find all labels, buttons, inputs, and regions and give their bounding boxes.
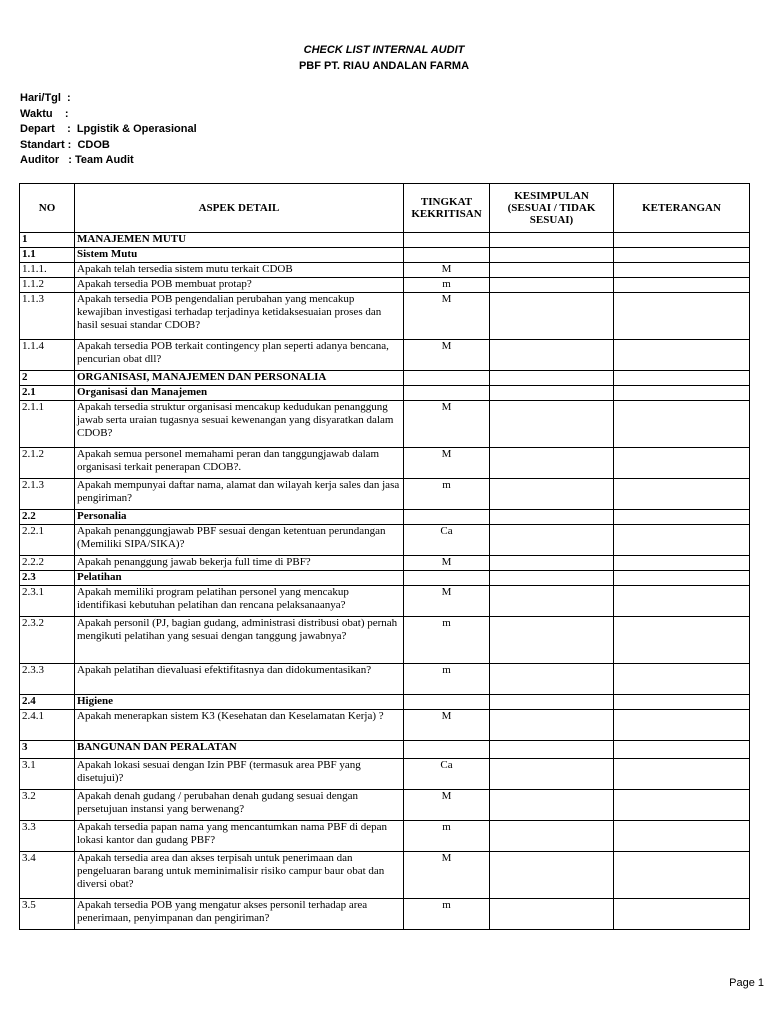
item-kesimpulan [490,340,614,371]
item-keterangan [614,448,750,479]
col-no-header: NO [20,184,75,233]
item-tingkat: M [404,448,490,479]
item-tingkat: M [404,586,490,617]
section-row [20,695,750,710]
item-number: 2.1.1 [20,401,75,448]
item-keterangan [614,371,750,386]
item-tingkat: m [404,899,490,930]
item-kesimpulan [490,386,614,401]
item-tingkat [404,386,490,401]
item-keterangan [614,386,750,401]
table-row [20,710,750,741]
page-number: Page 1 [729,977,764,989]
item-keterangan [614,664,750,695]
table-header-row [20,184,750,233]
item-tingkat: M [404,263,490,278]
audit-meta [20,91,197,169]
item-number: 1 [20,233,75,248]
item-keterangan [614,821,750,852]
item-tingkat: M [404,790,490,821]
item-number: 3.5 [20,899,75,930]
item-kesimpulan [490,790,614,821]
table-row [20,899,750,930]
item-aspek: Apakah lokasi sesuai dengan Izin PBF (termasuk area PBF yang disetujui)? [75,759,404,790]
item-tingkat [404,571,490,586]
item-aspek: Apakah tersedia POB membuat protap? [75,278,404,293]
item-tingkat: m [404,278,490,293]
item-tingkat: m [404,479,490,510]
item-kesimpulan [490,571,614,586]
item-keterangan [614,741,750,759]
item-keterangan [614,479,750,510]
table-row [20,525,750,556]
item-kesimpulan [490,664,614,695]
table-row [20,759,750,790]
item-aspek: Apakah tersedia POB yang mengatur akses personil terhadap area penerimaan, penyimpanan dan pengiriman? [75,899,404,930]
item-number: 3.1 [20,759,75,790]
item-number: 2.1 [20,386,75,401]
item-tingkat: m [404,664,490,695]
meta-standard: Standart : CDOB [20,138,110,151]
item-keterangan [614,510,750,525]
item-aspek: Personalia [75,510,404,525]
item-number: 2.3 [20,571,75,586]
item-keterangan [614,710,750,741]
table-row [20,617,750,664]
col-tingkat-header: TINGKAT KEKRITISAN [404,184,490,233]
item-kesimpulan [490,556,614,571]
item-kesimpulan [490,586,614,617]
item-aspek: Higiene [75,695,404,710]
item-aspek: Apakah tersedia POB pengendalian perubahan yang mencakup kewajiban investigasi terhadap terjadinya ketidaksesuaian proses dan hasil sesuai standar CDOB? [75,293,404,340]
item-aspek: Apakah tersedia papan nama yang mencantumkan nama PBF di depan lokasi kantor dan gudang PBF? [75,821,404,852]
document-title: CHECK LIST INTERNAL AUDIT [303,44,465,56]
item-number: 3.2 [20,790,75,821]
table-row [20,401,750,448]
item-number: 1.1 [20,248,75,263]
item-number: 2.3.1 [20,586,75,617]
item-tingkat: M [404,710,490,741]
meta-time: Waktu : [20,107,69,120]
item-aspek: Apakah denah gudang / perubahan denah gudang sesuai dengan persetujuan instansi yang berwenang? [75,790,404,821]
item-tingkat: Ca [404,759,490,790]
item-kesimpulan [490,233,614,248]
item-number: 2.4.1 [20,710,75,741]
audit-checklist-table [19,183,750,930]
col-kesimpulan-header: KESIMPULAN (SESUAI / TIDAK SESUAI) [490,184,614,233]
item-number: 1.1.3 [20,293,75,340]
item-kesimpulan [490,401,614,448]
item-number: 1.1.2 [20,278,75,293]
item-tingkat [404,741,490,759]
item-aspek: MANAJEMEN MUTU [75,233,404,248]
item-kesimpulan [490,899,614,930]
item-number: 1.1.1. [20,263,75,278]
table-row [20,586,750,617]
table-row [20,448,750,479]
item-aspek: BANGUNAN DAN PERALATAN [75,741,404,759]
item-aspek: Apakah menerapkan sistem K3 (Kesehatan dan Keselamatan Kerja) ? [75,710,404,741]
item-keterangan [614,617,750,664]
item-number: 2.3.2 [20,617,75,664]
item-keterangan [614,293,750,340]
table-row [20,556,750,571]
item-keterangan [614,759,750,790]
table-row [20,664,750,695]
table-row [20,278,750,293]
item-keterangan [614,586,750,617]
col-aspek-header: ASPEK DETAIL [75,184,404,233]
section-row [20,510,750,525]
item-kesimpulan [490,821,614,852]
item-aspek: Apakah pelatihan dievaluasi efektifitasnya dan didokumentasikan? [75,664,404,695]
item-number: 1.1.4 [20,340,75,371]
meta-date: Hari/Tgl : [20,92,71,104]
item-number: 3.4 [20,852,75,899]
item-aspek: Apakah memiliki program pelatihan personel yang mencakup identifikasi kebutuhan pelatihan dan rencana pelaksanaanya? [75,586,404,617]
item-keterangan [614,899,750,930]
item-tingkat: M [404,293,490,340]
item-tingkat [404,248,490,263]
item-tingkat [404,510,490,525]
item-number: 3 [20,741,75,759]
item-keterangan [614,695,750,710]
item-kesimpulan [490,263,614,278]
item-number: 2.4 [20,695,75,710]
table-row [20,821,750,852]
item-number: 3.3 [20,821,75,852]
section-row [20,571,750,586]
item-aspek: ORGANISASI, MANAJEMEN DAN PERSONALIA [75,371,404,386]
item-keterangan [614,263,750,278]
item-number: 2 [20,371,75,386]
table-row [20,263,750,278]
item-keterangan [614,340,750,371]
item-kesimpulan [490,510,614,525]
item-tingkat: M [404,340,490,371]
item-aspek: Apakah penanggung jawab bekerja full time di PBF? [75,556,404,571]
item-number: 2.3.3 [20,664,75,695]
item-aspek: Pelatihan [75,571,404,586]
item-tingkat: m [404,821,490,852]
section-row [20,371,750,386]
item-kesimpulan [490,759,614,790]
item-keterangan [614,248,750,263]
item-aspek: Apakah tersedia struktur organisasi mencakup kedudukan penanggung jawab serta uraian tugasnya sesuai kewenangan yang disyaratkan dalam CDOB? [75,401,404,448]
section-row [20,386,750,401]
item-kesimpulan [490,525,614,556]
item-number: 2.2.1 [20,525,75,556]
item-kesimpulan [490,617,614,664]
item-keterangan [614,278,750,293]
section-row [20,233,750,248]
table-body [20,233,750,930]
item-aspek: Apakah tersedia POB terkait contingency plan seperti adanya bencana, pencurian obat dll? [75,340,404,371]
section-row [20,741,750,759]
item-aspek: Apakah mempunyai daftar nama, alamat dan wilayah kerja sales dan jasa pengiriman? [75,479,404,510]
item-tingkat [404,233,490,248]
item-tingkat: M [404,556,490,571]
item-kesimpulan [490,710,614,741]
item-number: 2.2 [20,510,75,525]
item-kesimpulan [490,695,614,710]
item-keterangan [614,401,750,448]
table-row [20,293,750,340]
item-keterangan [614,852,750,899]
item-keterangan [614,525,750,556]
item-kesimpulan [490,741,614,759]
table-row [20,479,750,510]
item-tingkat: m [404,617,490,664]
section-row [20,248,750,263]
item-tingkat: M [404,852,490,899]
item-keterangan [614,571,750,586]
item-number: 2.2.2 [20,556,75,571]
item-keterangan [614,233,750,248]
item-aspek: Sistem Mutu [75,248,404,263]
meta-auditor: Auditor : Team Audit [20,154,134,166]
item-aspek: Apakah personil (PJ, bagian gudang, administrasi distribusi obat) pernah mengikuti pelatihan yang sesuai dengan tanggung jawabnya? [75,617,404,664]
item-number: 2.1.2 [20,448,75,479]
item-tingkat: Ca [404,525,490,556]
table-row [20,852,750,899]
item-kesimpulan [490,479,614,510]
company-name: PBF PT. RIAU ANDALAN FARMA [298,60,470,72]
item-tingkat [404,371,490,386]
item-kesimpulan [490,278,614,293]
col-keterangan-header: KETERANGAN [614,184,750,233]
item-aspek: Apakah telah tersedia sistem mutu terkait CDOB [75,263,404,278]
item-aspek: Organisasi dan Manajemen [75,386,404,401]
item-kesimpulan [490,293,614,340]
item-tingkat [404,695,490,710]
table-row [20,340,750,371]
item-keterangan [614,790,750,821]
item-aspek: Apakah tersedia area dan akses terpisah untuk penerimaan dan pengeluaran barang untuk meminimalisir risiko campur baur obat dan diversi obat? [75,852,404,899]
item-kesimpulan [490,248,614,263]
table-row [20,790,750,821]
item-keterangan [614,556,750,571]
item-kesimpulan [490,448,614,479]
item-aspek: Apakah semua personel memahami peran dan tanggungjawab dalam organisasi terkait penerapan CDOB?. [75,448,404,479]
item-number: 2.1.3 [20,479,75,510]
item-kesimpulan [490,371,614,386]
item-tingkat: M [404,401,490,448]
item-kesimpulan [490,852,614,899]
item-aspek: Apakah penanggungjawab PBF sesuai dengan ketentuan perundangan (Memiliki SIPA/SIKA)? [75,525,404,556]
meta-department: Depart : Lpgistik & Operasional [20,123,197,135]
